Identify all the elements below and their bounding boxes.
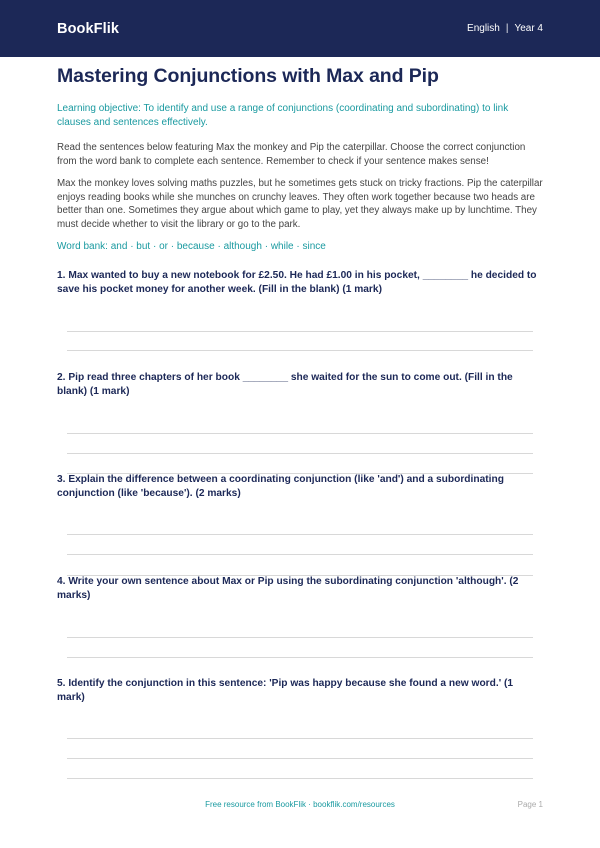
- question-text: 3. Explain the difference between a coordinating conjunction (like 'and') and a subordinating conjunction (like 'because'). (2 marks): [57, 474, 504, 499]
- answer-line[interactable]: [67, 331, 533, 332]
- footer-link[interactable]: Free resource from BookFlik · bookflik.com/resources: [205, 800, 395, 809]
- page-footer: [0, 800, 600, 816]
- page-header: [0, 0, 600, 57]
- intro-section: [57, 64, 543, 272]
- question-text: 2. Pip read three chapters of her book ________ she waited for the sun to come out. (Fill in the blank) (1 mark): [57, 372, 513, 397]
- header-meta: [467, 23, 543, 34]
- answer-line[interactable]: [67, 657, 533, 658]
- answer-line[interactable]: [67, 758, 533, 759]
- answer-line[interactable]: [67, 433, 533, 434]
- question-4: [57, 575, 543, 603]
- page-number: Page 1: [517, 800, 543, 809]
- learning-objective: Learning objective: To identify and use a range of conjunctions (coordinating and subordinating) to link clauses and sentences effectively.: [57, 103, 509, 128]
- year-label: Year 4: [514, 23, 543, 34]
- answer-line[interactable]: [67, 453, 533, 454]
- answer-line[interactable]: [67, 637, 533, 638]
- answer-line[interactable]: [67, 534, 533, 535]
- question-text: 1. Max wanted to buy a new notebook for £2.50. He had £1.00 in his pocket, ________ he decided to save his pocket money for another week. (Fill in the blank) (1 mark): [57, 270, 537, 295]
- word-bank: Word bank: and · but · or · because · although · while · since: [57, 241, 326, 252]
- header-separator: |: [505, 23, 509, 34]
- question-2: [57, 371, 543, 399]
- question-5: [57, 677, 543, 705]
- brand-logo[interactable]: BookFlik: [57, 20, 120, 37]
- question-text: 4. Write your own sentence about Max or Pip using the subordinating conjunction 'although'. (2 marks): [57, 576, 519, 601]
- story-passage: Max the monkey loves solving maths puzzles, but he sometimes gets stuck on tricky fractions. Pip the caterpillar enjoys reading books while she munches on crunchy leaves. They often work together because two heads are better than one. Sometimes they argue about which game to play, yet they always make up by lunchtime. They must decide whether to visit the library or go to the park.: [57, 178, 543, 230]
- page-title: Mastering Conjunctions with Max and Pip: [57, 65, 439, 87]
- question-text: 5. Identify the conjunction in this sentence: 'Pip was happy because she found a new word.' (1 mark): [57, 678, 514, 703]
- question-1: [57, 269, 543, 297]
- answer-line[interactable]: [67, 350, 533, 351]
- answer-line[interactable]: [67, 778, 533, 779]
- instructions-text: Read the sentences below featuring Max the monkey and Pip the caterpillar. Choose the correct conjunction from the word bank to complete each sentence. Remember to check if your sentence makes sense!: [57, 142, 526, 167]
- question-3: [57, 473, 543, 501]
- answer-line[interactable]: [67, 738, 533, 739]
- subject-label: English: [467, 23, 500, 34]
- answer-line[interactable]: [67, 554, 533, 555]
